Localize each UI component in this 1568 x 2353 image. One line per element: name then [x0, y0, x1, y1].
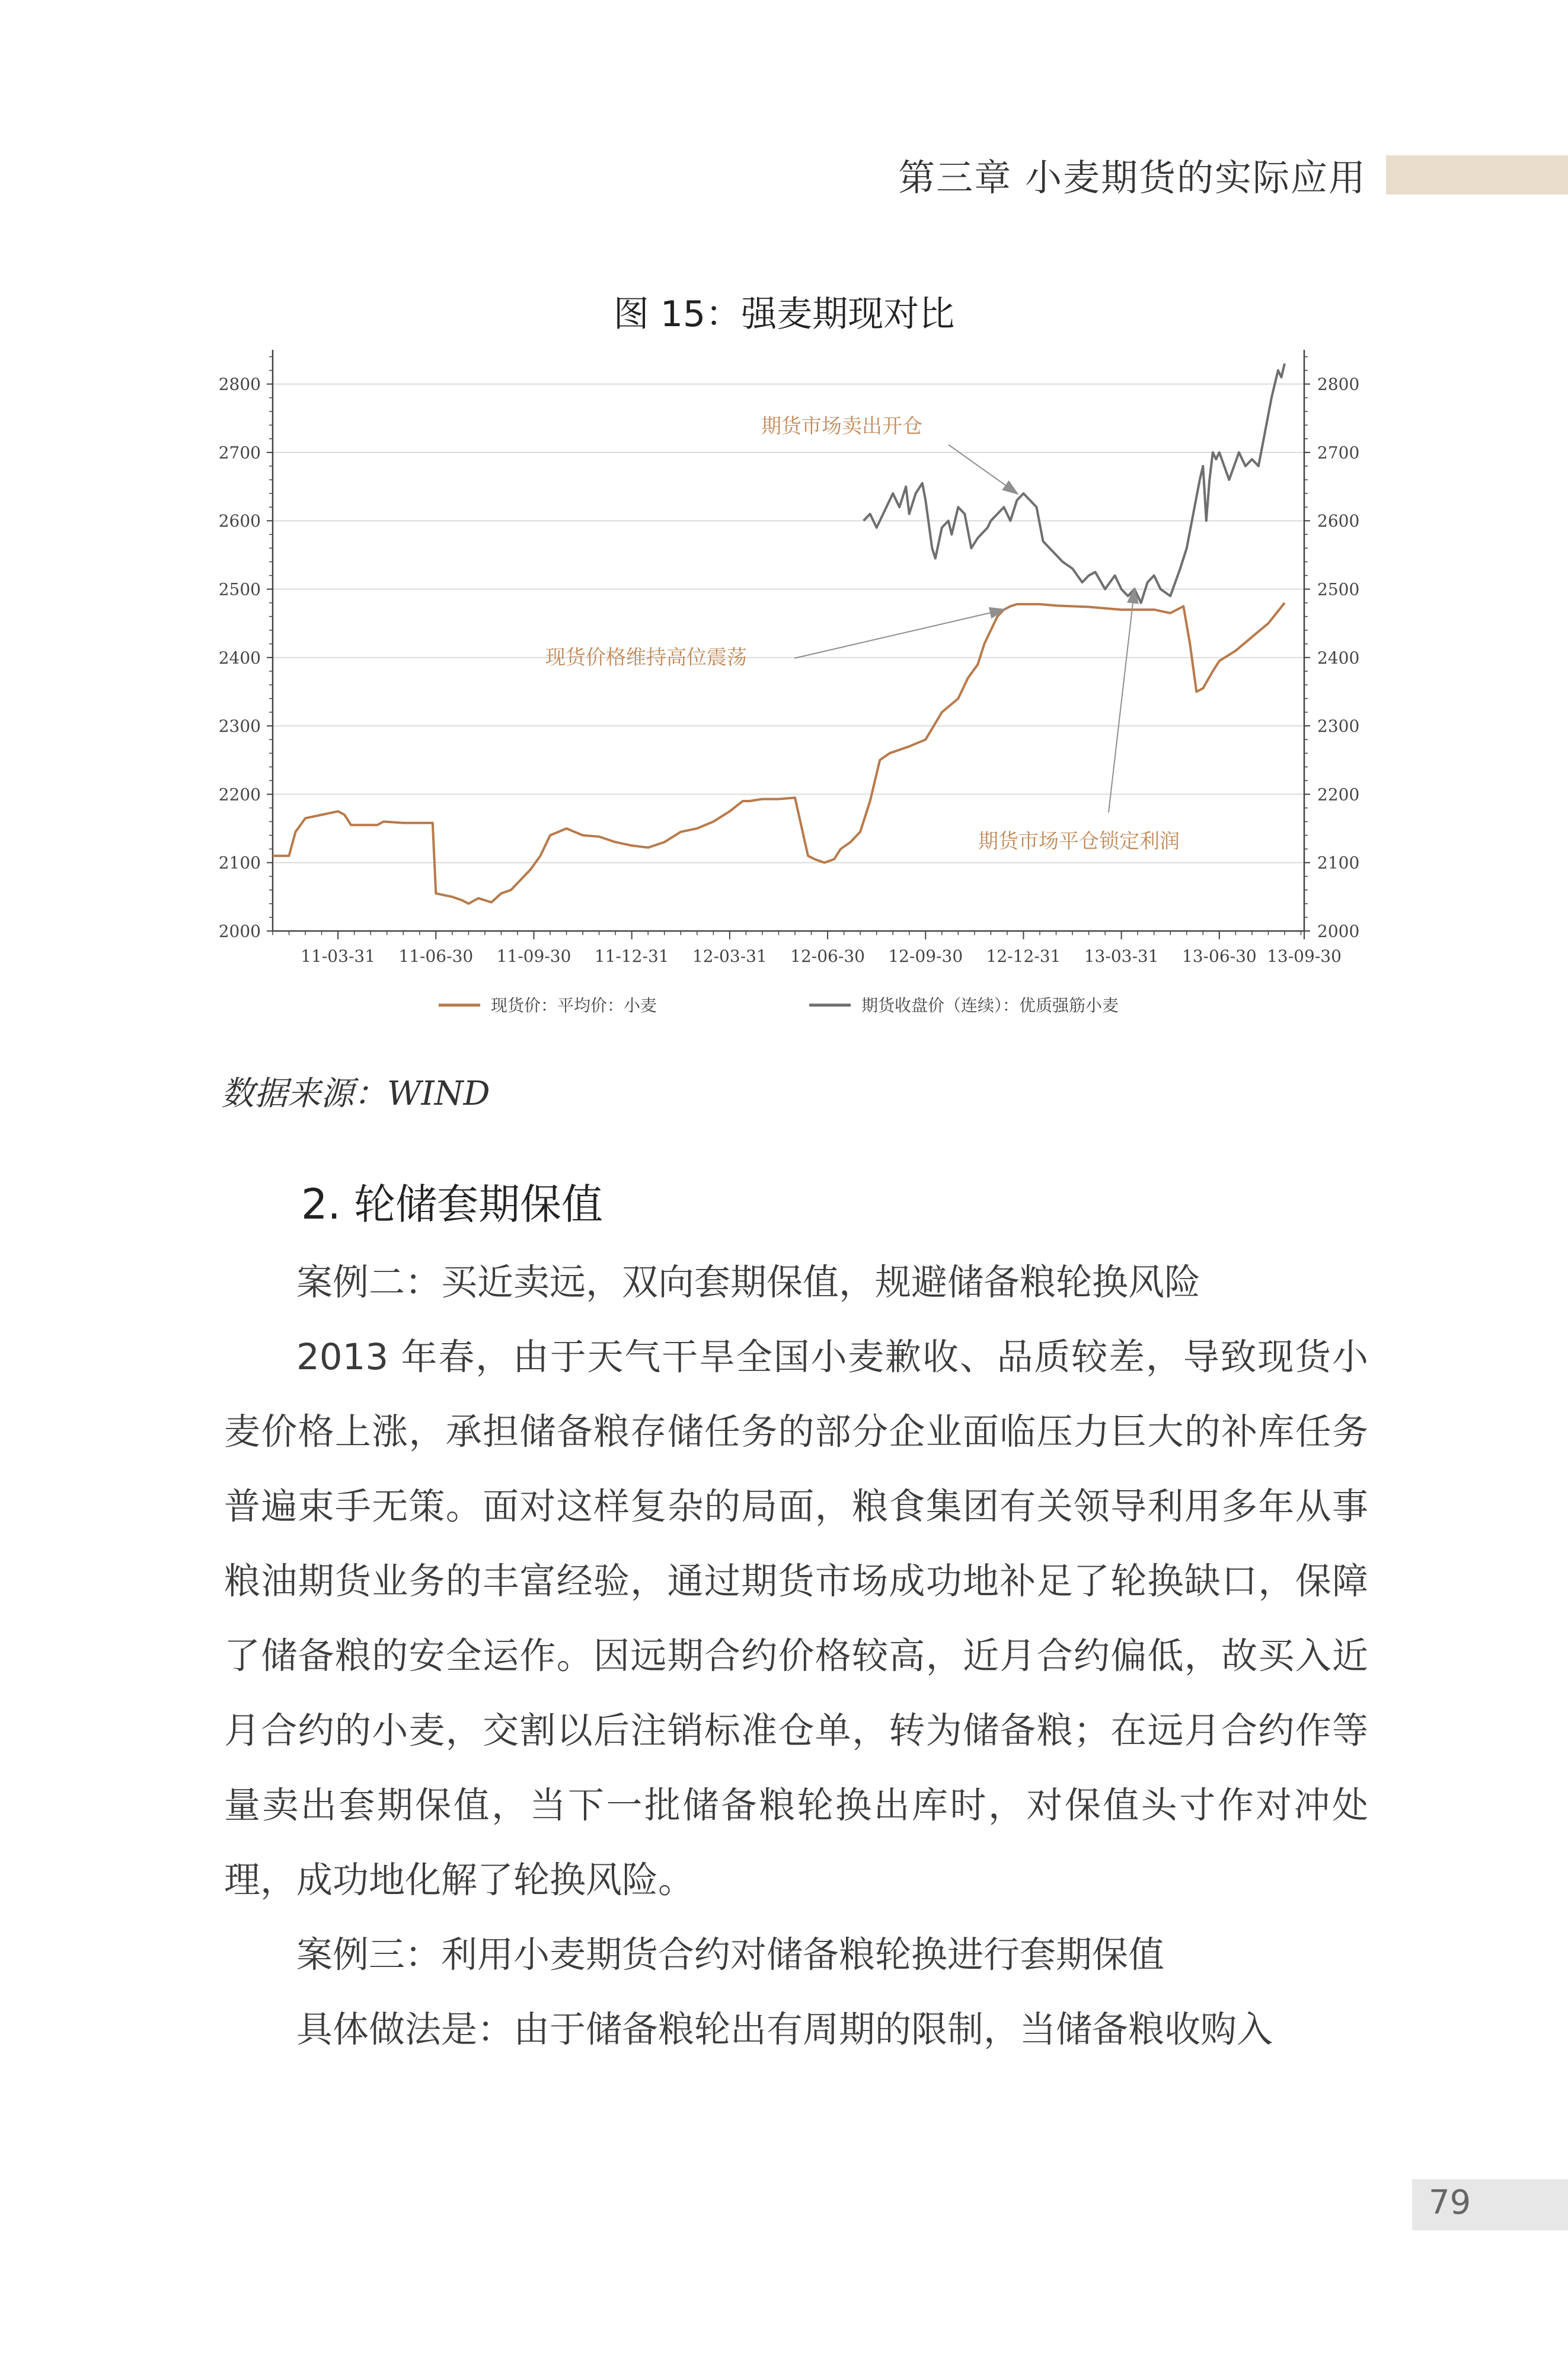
- y-tick-label-left: 2500: [218, 579, 261, 600]
- page-number: 79: [1429, 2183, 1471, 2222]
- annotation-text: 期货市场卖出开仓: [761, 415, 922, 438]
- section-title: 2. 轮储套期保值: [301, 1180, 603, 1229]
- y-tick-label-right: 2600: [1317, 511, 1360, 531]
- y-tick-label-left: 2200: [218, 785, 261, 805]
- paragraph: 案例三：利用小麦期货合约对储备粮轮换进行套期保值: [296, 1934, 1165, 1976]
- x-tick-label: 11-06-30: [398, 946, 474, 966]
- annotation-text: 期货市场平仓锁定利润: [978, 830, 1180, 853]
- paragraph: 具体做法是：由于储备粮轮出有周期的限制，当储备粮收购入: [296, 2008, 1273, 2051]
- y-tick-label-right: 2700: [1317, 442, 1360, 463]
- chart-annotations: [545, 415, 1180, 853]
- annotation-arrow: [1109, 589, 1135, 812]
- y-tick-label-left: 2600: [218, 511, 261, 531]
- y-tick-label-left: 2000: [218, 922, 261, 941]
- x-tick-label: 12-12-31: [986, 946, 1061, 966]
- x-tick-label: 12-03-31: [692, 946, 767, 966]
- spot-price-line: [273, 603, 1285, 904]
- legend-label: 期货收盘价（连续）：优质强筋小麦: [861, 996, 1119, 1015]
- chapter-header: 第三章 小麦期货的实际应用: [898, 156, 1366, 199]
- x-tick-label: 12-06-30: [790, 946, 865, 966]
- x-tick-label: 11-03-31: [301, 946, 376, 966]
- y-tick-label-left: 2300: [218, 716, 261, 736]
- chart-grid: [273, 384, 1304, 863]
- y-tick-label-right: 2200: [1317, 785, 1360, 805]
- y-tick-label-left: 2100: [218, 853, 261, 873]
- y-tick-label-right: 2100: [1317, 853, 1360, 873]
- y-tick-label-right: 2800: [1317, 374, 1360, 394]
- legend-label: 现货价：平均价：小麦: [491, 996, 657, 1015]
- x-tick-label: 13-03-31: [1084, 946, 1159, 966]
- data-source: 数据来源：WIND: [221, 1075, 490, 1113]
- y-tick-label-right: 2400: [1317, 648, 1360, 668]
- chart-legend: [439, 996, 1119, 1015]
- y-tick-label-left: 2400: [218, 648, 261, 668]
- annotation-arrow: [794, 610, 1004, 658]
- annotation-text: 现货价格维持高位震荡: [545, 646, 747, 669]
- x-tick-label: 13-06-30: [1181, 946, 1257, 966]
- y-tick-label-right: 2300: [1317, 716, 1360, 736]
- body-text: [224, 1245, 1368, 2067]
- futures-price-line: [864, 364, 1285, 603]
- paragraph: 2013 年春，由于天气干旱全国小麦歉收、品质较差，导致现货小麦价格上涨，承担储备粮存储任务的部分企业面临压力巨大的补库任务普遍束手无策。面对这样复杂的局面，粮食集团有关领导利用多年从事粮油期货业务的丰富经验，通过期货市场成功地补足了轮换缺口，保障了储备粮的安全运作。因远期合约价格较高，近月合约偏低，故买入近月合约的小麦，交割以后注销标准仓单，转为储备粮；在远月合约作等量卖出套期保值，当下一批储备粮轮换出库时，对保值头寸作对冲处理，成功地化解了轮换风险。: [224, 1336, 1368, 1901]
- figure-title: 图 15：强麦期现对比: [613, 294, 955, 335]
- x-tick-label: 13-09-30: [1267, 946, 1342, 966]
- x-tick-label: 12-09-30: [888, 946, 963, 966]
- paragraph: 案例二：买近卖远，双向套期保值，规避储备粮轮换风险: [296, 1261, 1201, 1303]
- x-tick-label: 11-09-30: [496, 946, 571, 966]
- y-tick-label-right: 2500: [1317, 579, 1360, 600]
- x-tick-label: 11-12-31: [594, 946, 669, 966]
- price-comparison-chart: [202, 350, 1363, 1044]
- header-accent-bar: [1386, 155, 1568, 195]
- y-tick-label-left: 2800: [218, 374, 261, 394]
- chart-series: [273, 364, 1285, 904]
- y-tick-label-left: 2700: [218, 442, 261, 463]
- y-tick-label-right: 2000: [1317, 922, 1360, 941]
